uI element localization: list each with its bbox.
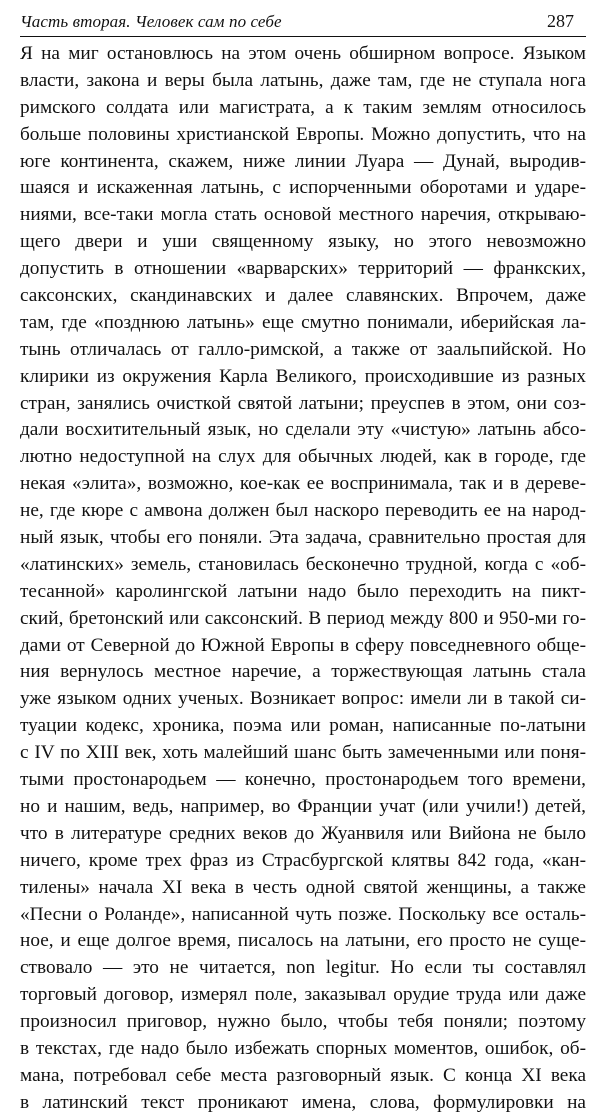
text-line: тынь отличалась от галло-римской, а также от заальпийской. Но bbox=[20, 338, 586, 360]
text-line: не, где кюре с амвона должен был наскоро переводить ее на народ- bbox=[20, 500, 586, 522]
text-line: но и нашим, ведь, например, во Франции учат (или учили!) детей, bbox=[20, 795, 586, 817]
text-line: «латинских» земель, становилась бесконечно трудной, когда с «об- bbox=[20, 553, 586, 575]
text-line: торговый договор, измерял поле, заказывал орудие труда или даже bbox=[20, 984, 586, 1006]
text-line: ский, бретонский или саксонский. В период между 800 и 950-ми го- bbox=[20, 607, 586, 629]
text-line: Я на миг остановлюсь на этом очень обширном вопросе. Языком bbox=[20, 43, 586, 64]
running-header-title: Часть вторая. Человек сам по себе bbox=[20, 12, 282, 31]
running-header bbox=[20, 6, 580, 32]
text-line: дами от Северной до Южной Европы в сферу повседневного обще- bbox=[20, 634, 586, 656]
text-line: уже языком одних ученых. Возникает вопрос: имели ли в такой си- bbox=[20, 688, 586, 710]
text-line: стран, занялись очисткой святой латыни; преуспев в этом, они соз- bbox=[20, 392, 586, 414]
text-line: ное, и еще долгое время, писалось на латыни, его просто не суще- bbox=[20, 930, 586, 952]
text-line: там, где «позднюю латынь» еще смутно понимали, иберийская ла- bbox=[20, 311, 586, 333]
text-line: с IV по XIII век, хоть малейший шанс быть замеченными или поня- bbox=[20, 742, 586, 764]
text-line: ный язык, чтобы его поняли. Эта задача, сравнительно простая для bbox=[20, 527, 586, 549]
text-line: что в литературе средних веков до Жуанвиля или Вийона не было bbox=[20, 822, 586, 844]
header-rule bbox=[20, 36, 586, 37]
text-line: шаяся и искаженная латынь, с испорченными оборотами и ударе- bbox=[20, 177, 586, 199]
text-line: тилены» начала XI века в честь одной святой женщины, а также bbox=[20, 876, 586, 898]
text-line: ниями, все-таки могла стать основой местного наречия, открываю- bbox=[20, 204, 586, 226]
text-line: ния вернулось местное наречие, а торжествующая латынь стала bbox=[20, 661, 586, 683]
text-line: в латинский текст проникают имена, слова, формулировки на bbox=[20, 1091, 586, 1113]
text-line: больше половины христианской Европы. Можно допустить, что на bbox=[20, 123, 586, 145]
text-line: щего двери и уши священному языку, но этого невозможно bbox=[20, 231, 586, 253]
text-line: ствовало — это не читается, non legitur. Но если ты составлял bbox=[20, 957, 586, 979]
text-line: допустить в отношении «варварских» территорий — франкских, bbox=[20, 258, 586, 280]
body-text bbox=[20, 41, 586, 1117]
text-line: юге континента, скажем, ниже линии Луара — Дунай, выродив- bbox=[20, 150, 586, 172]
text-line: лютно недоступной на слух для обычных людей, как в городе, где bbox=[20, 446, 586, 468]
text-line: власти, закона и веры была латынь, даже там, где не ступала нога bbox=[20, 69, 586, 91]
text-line: «Песни о Роланде», написанной чуть позже. Поскольку все осталь- bbox=[20, 903, 586, 925]
page-number: 287 bbox=[547, 11, 574, 31]
text-line: мана, потребовал себе места разговорный язык. С конца XI века bbox=[20, 1064, 586, 1086]
text-line: туации кодекс, хроника, поэма или роман, написанные по-латыни bbox=[20, 715, 586, 737]
text-line: тесанной» каролингской латыни надо было переходить на пикт- bbox=[20, 580, 586, 602]
text-line: дали восхитительный язык, но сделали эту «чистую» латынь абсо- bbox=[20, 419, 586, 441]
text-line: некая «элита», возможно, кое-как ее воспринимала, так и в дереве- bbox=[20, 473, 586, 495]
text-line: произносил приговор, нужно было, чтобы тебя поняли; поэтому bbox=[20, 1011, 586, 1033]
text-line: ничего, кроме трех фраз из Страсбургской клятвы 842 года, «кан- bbox=[20, 849, 586, 871]
text-line: тыми простонародьем — конечно, простонародьем того времени, bbox=[20, 769, 586, 791]
text-line: саксонских, скандинавских и далее славянских. Впрочем, даже bbox=[20, 285, 586, 307]
text-line: клирики из окружения Карла Великого, происходившие из разных bbox=[20, 365, 586, 387]
text-line: римского солдата или магистрата, а к таким землям относилось bbox=[20, 96, 586, 118]
text-line: в текстах, где надо было избежать спорных моментов, ошибок, об- bbox=[20, 1037, 586, 1059]
